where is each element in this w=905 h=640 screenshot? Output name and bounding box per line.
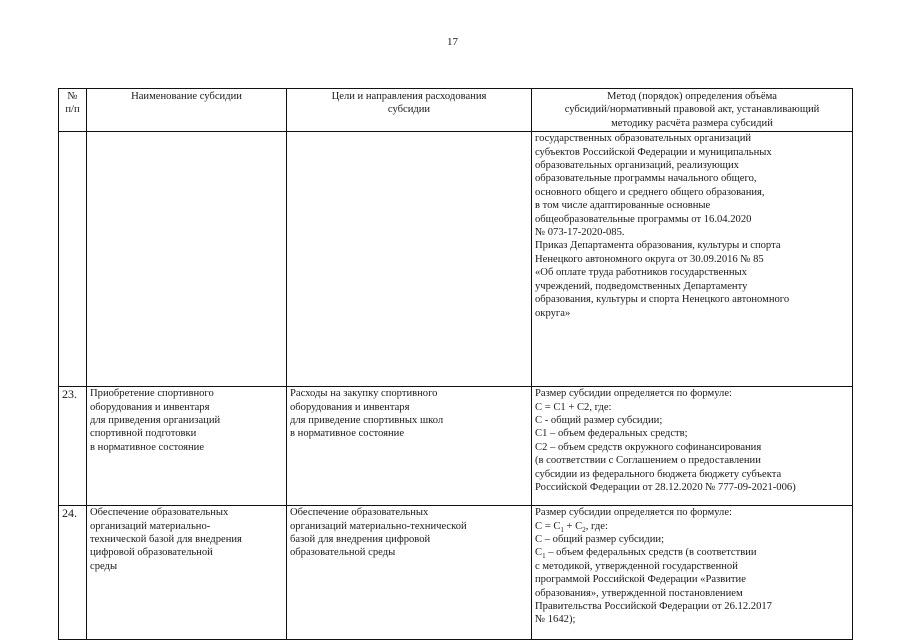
method-line: Приказ Департамента образования, культуры и спорта <box>535 240 781 252</box>
method-line: (в соответствии с Соглашением о предоставлении <box>535 455 761 467</box>
header-method: Метод (порядок) определения объёма субсидий/нормативный правовой акт, устанавливающий методику расчёта размера субсидий <box>532 89 853 132</box>
header-purpose: Цели и направления расходования субсидии <box>287 89 532 132</box>
cell-purpose <box>287 132 532 387</box>
cell-method <box>532 387 853 506</box>
method-line: государственных образовательных организаций <box>535 133 752 145</box>
method-line: образования, культуры и спорта Ненецкого автономного <box>535 294 790 306</box>
formula-part: – объем федеральных средств (в соответствии <box>545 547 757 559</box>
formula-subscript: 2 <box>582 525 586 534</box>
subsidies-table <box>58 88 853 640</box>
cell-number <box>59 132 87 387</box>
method-line: образования», утвержденной постановлением <box>535 587 743 599</box>
cell-number: 23. <box>59 387 87 506</box>
cell-purpose: Обеспечение образовательных организаций материально-технической базой для внедрения цифровой образовательной среды <box>287 506 532 640</box>
formula-part: С <box>535 547 543 559</box>
method-line <box>535 546 849 559</box>
method-line: С2 – объем средств окружного софинансирования <box>535 441 762 453</box>
table-row-23 <box>59 387 853 506</box>
formula-part: С = С <box>535 520 561 532</box>
method-line: «Об оплате труда работников государственных <box>535 267 747 279</box>
method-line: Правительства Российской Федерации от 26.12.2017 <box>535 601 772 613</box>
table-row-continuation <box>59 132 853 387</box>
cell-subsidy-name <box>87 132 287 387</box>
method-line: образовательные программы начального общего, <box>535 173 757 185</box>
method-line: Российской Федерации от 28.12.2020 № 777-09-2021-006) <box>535 482 796 494</box>
formula-subscript: 1 <box>560 525 564 534</box>
method-line: № 073-17-2020-085. <box>535 227 625 239</box>
cell-number: 24. <box>59 506 87 640</box>
method-line: основного общего и среднего общего образования, <box>535 186 765 198</box>
method-line: Размер субсидии определяется по формуле: <box>535 507 732 519</box>
method-line: субсидии из федерального бюджета бюджету субъекта <box>535 468 782 480</box>
cell-purpose: Расходы на закупку спортивного оборудования и инвентаря для приведение спортивных школ в нормативное состояние <box>287 387 532 506</box>
cell-method <box>532 506 853 640</box>
method-line: № 1642); <box>535 614 576 626</box>
method-line: С1 – объем федеральных средств; <box>535 428 688 440</box>
table-row-24 <box>59 506 853 640</box>
cell-subsidy-name: Приобретение спортивного оборудования и инвентаря для приведения организаций спортивной подготовки в нормативное состояние <box>87 387 287 506</box>
method-line: округа» <box>535 307 571 319</box>
method-line: программой Российской Федерации «Развитие <box>535 574 746 586</box>
cell-subsidy-name: Обеспечение образовательных организаций материально- технической базой для внедрения цифровой образовательной среды <box>87 506 287 640</box>
header-subsidy-name: Наименование субсидии <box>87 89 287 132</box>
cell-method <box>532 132 853 387</box>
method-line: С – общий размер субсидии; <box>535 534 665 546</box>
method-line: субъектов Российской Федерации и муниципальных <box>535 146 772 158</box>
formula-subscript: 1 <box>542 552 546 561</box>
formula-part: , где: <box>585 520 608 532</box>
method-line: общеобразовательные программы от 16.04.2020 <box>535 213 752 225</box>
method-line: с методикой, утвержденной государственной <box>535 560 738 572</box>
header-number: № п/п <box>59 89 87 132</box>
method-line: учреждений, подведомственных Департаменту <box>535 280 748 292</box>
formula-part: + С <box>563 520 583 532</box>
method-line: Ненецкого автономного округа от 30.09.2016 № 85 <box>535 253 764 265</box>
method-formula <box>535 520 849 533</box>
method-line: Размер субсидии определяется по формуле: <box>535 388 732 400</box>
method-line: в том числе адаптированные основные <box>535 200 711 212</box>
method-formula: С = С1 + С2, где: <box>535 401 612 413</box>
page-number: 17 <box>447 36 458 48</box>
method-line: образовательных организаций, реализующих <box>535 160 739 172</box>
method-line: С - общий размер субсидии; <box>535 415 663 427</box>
table-header-row <box>59 89 853 132</box>
